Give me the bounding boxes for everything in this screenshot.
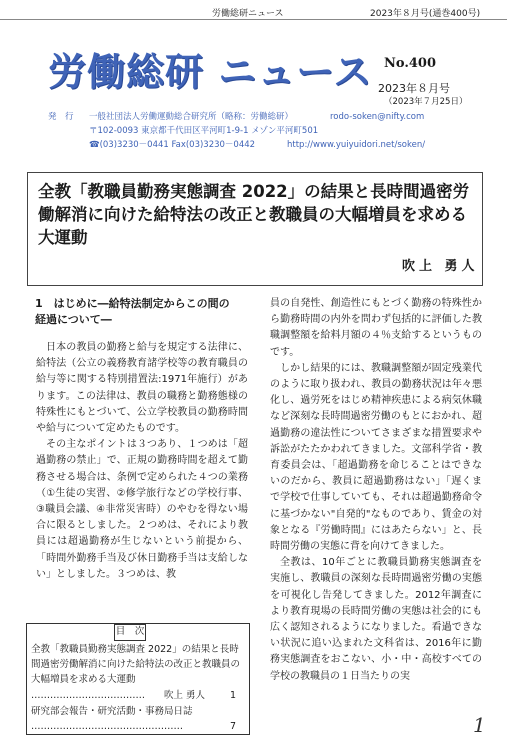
body-paragraph: その主なポイントは３つあり、１つめは「超過勤務の禁止」で、正規の勤務時間を超えて勤務させる場合は、条例で定められた４つの業務（①生徒の実習、②修学旅行などの学校行事、③職員会議、④非常災害時）のやむを得ない場合に限るとしました。２つめは、それにより教員には超過勤務が生じないという前提から、「時間外勤務手当及び休日勤務手当は支給しない」としました。３つめは、教	[36, 439, 248, 580]
issue-date: 2023年８月号	[378, 82, 450, 95]
publisher-email[interactable]: rodo-soken@nifty.com	[330, 112, 425, 122]
running-title: 労働総研ニュース	[212, 9, 284, 19]
toc-title: 目 次	[114, 624, 146, 641]
article-author: 吹上 勇人	[402, 259, 479, 274]
toc-leader: …………………………………………	[31, 721, 183, 732]
toc-entry-1[interactable]: 全教「教職員勤務実態調査 2022」の結果と長時間過密労働解消に向けた給特法の改正と教職員の大幅増員を求める大運動	[31, 644, 241, 685]
toc-entry-1-page: 1	[230, 690, 237, 701]
issue-published-date: （2023年７月25日）	[384, 97, 468, 107]
body-paragraph: しかし結果的には、教職調整額が固定残業代のように取り扱われ、教員の勤務状況は年々悪化し、過労死をはじめ精神疾患による病気休職など深刻な長時間過密労働のもとにおかれ、超過勤務の違法性についてさまざまな措置要求や訴訟がたたかわれてきました。文部科学省・教育委員会は、「超過勤務を命じることはできないのだから、教員に超過勤務はない」「遅くまで学校で仕事していても、それは超過勤務命令に基づかない"自発的"なものであり、賃金の対象となる『労働時間』にはあたらない」と、長時間労働の実態に背を向けてきました。	[270, 362, 482, 553]
body-paragraph: 全教は、10年ごとに教職員勤務実態調査を実施し、教職員の深刻な長時間過密労働の実態を可視化し告発してきました。2012年調査により教育現場の長時間労働の実態は社会的にも広く認知されるようになりました。看過できない状況に追い込まれた文科省は、2016年に勤務実態調査をおこない、小・中・高校すべての学校の教職員の１日当たりの実	[270, 557, 482, 682]
publisher-url[interactable]: http://www.yuiyuidori.net/soken/	[287, 140, 426, 150]
article-title: 全教「教職員勤務実態調査 2022」の結果と長時間過密労働解消に向けた給特法の改正と教職員の大幅増員を求める大運動	[38, 182, 470, 247]
publisher-org: 一般社団法人労働運動総合研究所（略称：労働総研）	[89, 112, 294, 122]
running-issue: 2023年８月号(通巻400号)	[370, 9, 481, 19]
body-paragraph: 日本の教員の勤務と給与を規定する法律に、給特法（公立の義務教育諸学校等の教育職員の給与等に関する特別措置法:1971年施行）があります。この法律は、教員の職務と勤務態様の特殊性にもとづいて、公立学校教員の勤務時間や給与について定めたものです。	[36, 342, 248, 435]
section-heading: 1 はじめに―給特法制定からこの間の経過について―	[35, 297, 230, 326]
page-number: 1	[473, 713, 486, 737]
issue-number: No.400	[384, 56, 436, 71]
body-paragraph: 員の自発性、創造性にもとづく勤務の特殊性から勤務時間の内外を問わず包括的に評価した教職調整額を給料月額の４％支給するというものです。	[270, 298, 482, 358]
newsletter-logo: 労働総研 ニュース	[48, 50, 373, 94]
left-column	[36, 340, 248, 583]
toc-entry-2-page: 7	[230, 721, 237, 732]
toc-entry-2[interactable]: 研究部会報告・研究活動・事務局日誌	[31, 706, 193, 717]
toc-leader: ………………………………	[31, 690, 145, 701]
top-rule	[0, 19, 507, 20]
toc-entry-1-author: 吹上 勇人	[164, 690, 206, 701]
publisher-phone: ☎(03)3230－0441 Fax(03)3230－0442	[89, 140, 256, 150]
publisher-label: 発 行	[48, 112, 74, 122]
publisher-address: 〒102-0093 東京都千代田区平河町1-9-1 メゾン平河町501	[89, 126, 319, 136]
right-column	[270, 296, 482, 685]
